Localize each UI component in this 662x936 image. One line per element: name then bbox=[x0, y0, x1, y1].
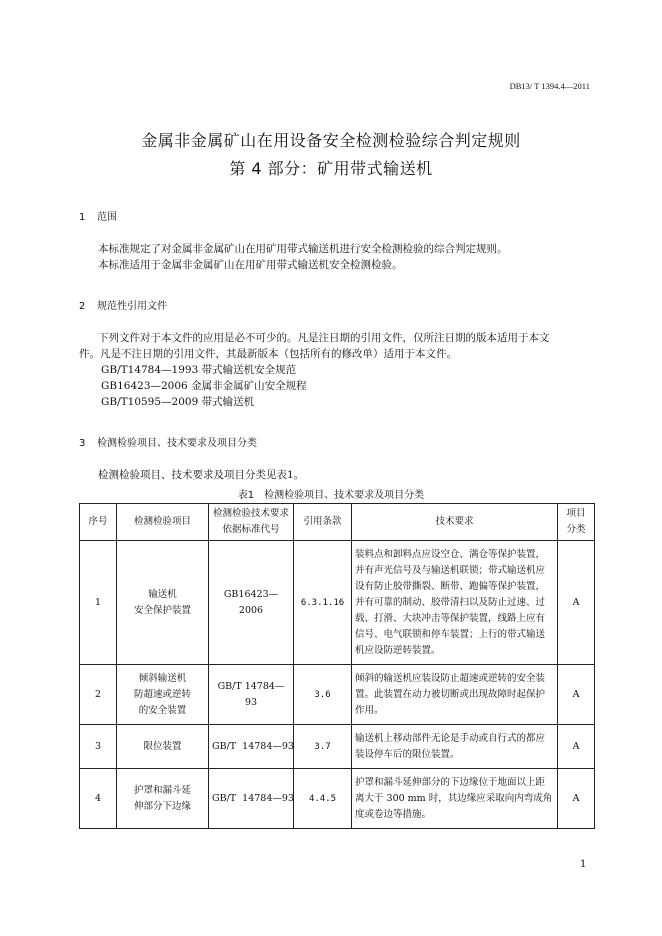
section-2-heading bbox=[79, 297, 167, 312]
paragraph: 检测检验项目、技术要求及项目分类见表1。 bbox=[98, 469, 305, 481]
cell-item-line: 安全保护装置 bbox=[133, 604, 191, 616]
cell-class: A bbox=[558, 665, 595, 725]
inspection-table bbox=[79, 503, 595, 829]
cell-clause: 3.7 bbox=[294, 725, 352, 769]
cell-requirement: 输送机上移动部件无论是手动或自行式的都应装设停车后的限位装置。 bbox=[352, 725, 558, 769]
cell-clause: 6.3.1.16 bbox=[294, 541, 352, 665]
cell-clause: 3.6 bbox=[294, 665, 352, 725]
header-basis-line: 检测检验技术要求 bbox=[212, 508, 289, 519]
cell-item-line: 伸部分下边缘 bbox=[133, 800, 191, 812]
cell-item bbox=[117, 665, 209, 725]
cell-class: A bbox=[558, 725, 595, 769]
section-number: 1 bbox=[79, 212, 86, 223]
table-header-row bbox=[80, 504, 595, 541]
cell-basis: GB/T 14784—93 bbox=[209, 725, 294, 769]
header-requirement: 技术要求 bbox=[352, 504, 558, 541]
header-basis bbox=[209, 504, 294, 541]
reference-list bbox=[101, 362, 307, 410]
header-clause: 引用条款 bbox=[294, 504, 352, 541]
cell-item bbox=[117, 541, 209, 665]
cell-item bbox=[117, 769, 209, 829]
document-subtitle: 第 4 部分：矿用带式输送机 bbox=[229, 159, 433, 178]
cell-item-line: 限位装置 bbox=[143, 740, 182, 752]
cell-item-line: 护罩和漏斗延 bbox=[133, 784, 191, 796]
header-class-line: 项目 bbox=[566, 508, 586, 519]
cell-class: A bbox=[558, 769, 595, 829]
header-seq: 序号 bbox=[80, 504, 117, 541]
cell-item-line: 输送机 bbox=[148, 588, 177, 600]
section-title: 范围 bbox=[97, 212, 117, 223]
cell-item bbox=[117, 725, 209, 769]
header-item: 检测检验项目 bbox=[117, 504, 209, 541]
cell-requirement: 倾斜的输送机应装设防止超速或逆转的安全装置。此装置在动力被切断或出现故障时起保护作用。 bbox=[352, 665, 558, 725]
table-row bbox=[80, 725, 595, 769]
cell-requirement: 装料点和卸料点应设空仓、满仓等保护装置，并有声光信号及与输送机联锁；带式输送机应设有防止胶带撕裂、断带、跑偏等保护装置，并有可靠的制动、胶带清扫以及防止过速、过载、打滑、大块冲击等保护装置，线路上应有信号、电气联锁和停车装置；上行的带式输送机应设防逆转装置。 bbox=[352, 541, 558, 665]
table-caption: 表1 检测检验项目、技术要求及项目分类 bbox=[237, 490, 425, 501]
cell-basis: GB/T 14784—93 bbox=[209, 769, 294, 829]
cell-seq: 1 bbox=[80, 541, 117, 665]
section-3-heading bbox=[79, 434, 257, 449]
cell-seq: 4 bbox=[80, 769, 117, 829]
paragraph: 本标准适用于金属非金属矿山在用矿用带式输送机安全检测检验。 bbox=[98, 259, 403, 271]
reference-item: GB/T10595—2009 带式输送机 bbox=[101, 396, 255, 408]
paragraph: 下列文件对于本文件的应用是必不可少的。凡是注日期的引用文件，仅所注日期的版本适用于本文 bbox=[98, 332, 550, 344]
reference-item: GB/T14784—1993 带式输送机安全规范 bbox=[101, 364, 297, 376]
standard-code: DB13/ T 1394.4—2011 bbox=[509, 81, 590, 91]
cell-requirement: 护罩和漏斗延伸部分的下边缘位于地面以上距离大于 300 mm 时，其边缘应采取向内弯成角度或卷边等措施。 bbox=[352, 769, 558, 829]
section-1-heading bbox=[79, 208, 117, 223]
page-number: 1 bbox=[580, 859, 587, 870]
paragraph: 本标准规定了对金属非金属矿山在用矿用带式输送机进行安全检测检验的综合判定规则。 bbox=[98, 243, 508, 255]
table-row bbox=[80, 769, 595, 829]
cell-basis: GB16423—2006 bbox=[209, 541, 294, 665]
section-title: 规范性引用文件 bbox=[97, 301, 167, 312]
cell-clause: 4.4.5 bbox=[294, 769, 352, 829]
section-title: 检测检验项目、技术要求及项目分类 bbox=[97, 438, 257, 449]
header-basis-line: 依据标准代号 bbox=[222, 524, 280, 535]
table-row bbox=[80, 541, 595, 665]
header-class-line: 分类 bbox=[566, 524, 586, 535]
cell-item-line: 倾斜输送机 bbox=[138, 672, 187, 684]
paragraph-continued: 件。凡是不注日期的引用文件，其最新版本（包括所有的修改单）适用于本文件。 bbox=[79, 348, 457, 360]
cell-class: A bbox=[558, 541, 595, 665]
section-number: 3 bbox=[79, 438, 86, 449]
table-row bbox=[80, 665, 595, 725]
cell-seq: 2 bbox=[80, 665, 117, 725]
cell-item-line: 的安全装置 bbox=[138, 704, 187, 716]
cell-basis: GB/T 14784—93 bbox=[209, 665, 294, 725]
cell-seq: 3 bbox=[80, 725, 117, 769]
header-class bbox=[558, 504, 595, 541]
section-number: 2 bbox=[79, 301, 86, 312]
document-title: 金属非金属矿山在用设备安全检测检验综合判定规则 bbox=[141, 131, 521, 150]
reference-item: GB16423—2006 金属非金属矿山安全规程 bbox=[101, 380, 307, 392]
cell-item-line: 防超速或逆转 bbox=[133, 688, 191, 700]
